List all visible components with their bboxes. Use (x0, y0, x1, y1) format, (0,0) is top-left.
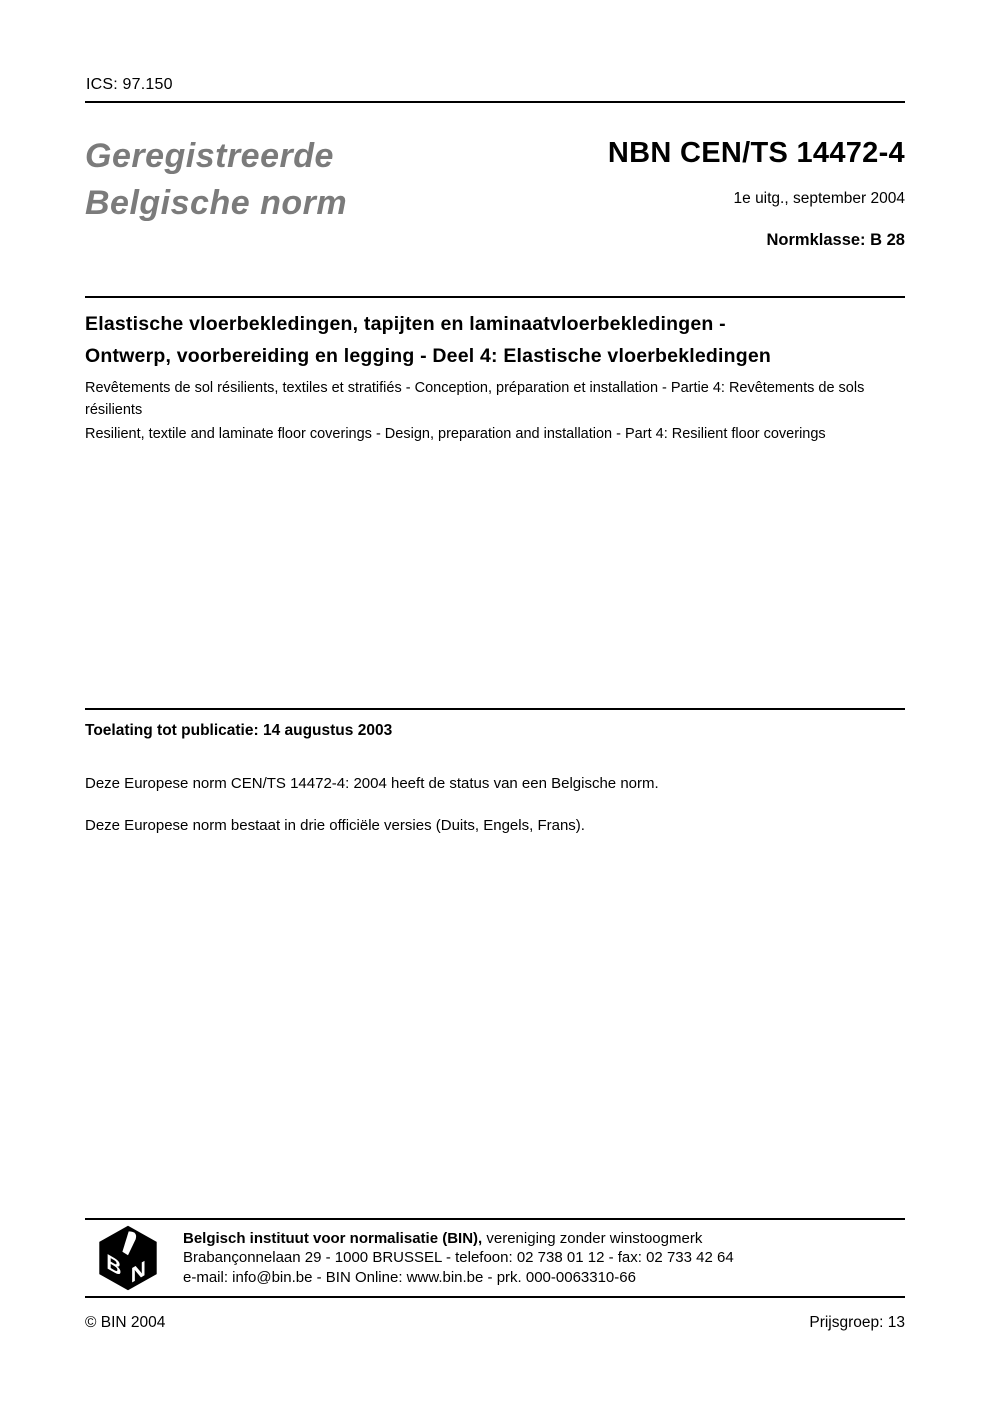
norm-versions-text: Deze Europese norm bestaat in drie officiële versies (Duits, Engels, Frans). (85, 817, 585, 834)
ics-code: ICS: 97.150 (86, 76, 173, 93)
title-dutch-line2: Ontwerp, voorbereiding en legging - Deel 4: Elastische vloerbekledingen (85, 345, 772, 367)
publisher-contact: e-mail: info@bin.be - BIN Online: www.bin.be - prk. 000-0063310-66 (183, 1268, 636, 1286)
bin-logo-icon (93, 1223, 163, 1293)
publisher-org-line (183, 1229, 734, 1249)
title-dutch-line1: Elastische vloerbekledingen, tapijten en laminaatvloerbekledingen - (85, 313, 726, 335)
publication-approval: Toelating tot publicatie: 14 augustus 2003 (85, 722, 393, 739)
bin-logo-letter-n: N (130, 1255, 146, 1288)
edition-date: 1e uitg., september 2004 (733, 190, 905, 207)
publisher-footer (85, 1218, 905, 1298)
copyright-text: © BIN 2004 (85, 1314, 166, 1331)
bin-logo-letter-b: B (106, 1248, 122, 1282)
publisher-address: Brabançonnelaan 29 - 1000 BRUSSEL - telefoon: 02 738 01 12 - fax: 02 733 42 64 (183, 1249, 734, 1267)
publisher-info (183, 1229, 734, 1288)
standard-identification (608, 137, 905, 250)
norm-class: Normklasse: B 28 (766, 231, 905, 249)
title-dutch (85, 308, 771, 372)
document-type-line2: Belgische norm (85, 184, 348, 222)
title-french: Revêtements de sol résilients, textiles et stratifiés - Conception, préparation et installation - Partie 4: Revêtements de sols résilients (85, 380, 865, 418)
norm-status-text: Deze Europese norm CEN/TS 14472-4: 2004 heeft de status van een Belgische norm. (85, 775, 659, 792)
publisher-org-suffix: vereniging zonder winstoogmerk (482, 1229, 703, 1247)
publication-rule (85, 708, 905, 710)
standard-number: NBN CEN/TS 14472-4 (607, 137, 905, 169)
title-english: Resilient, textile and laminate floor coverings - Design, preparation and installation - Part 4: Resilient floor coverings (85, 426, 826, 442)
document-type-line1: Geregistreerde (85, 137, 334, 175)
price-group: Prijsgroep: 13 (809, 1314, 905, 1331)
title-rule (85, 296, 905, 298)
publisher-org-name: Belgisch instituut voor normalisatie (BIN), (183, 1229, 483, 1247)
page-bottom-row (85, 1314, 905, 1332)
document-type-title (85, 133, 347, 227)
header-rule (85, 101, 905, 103)
